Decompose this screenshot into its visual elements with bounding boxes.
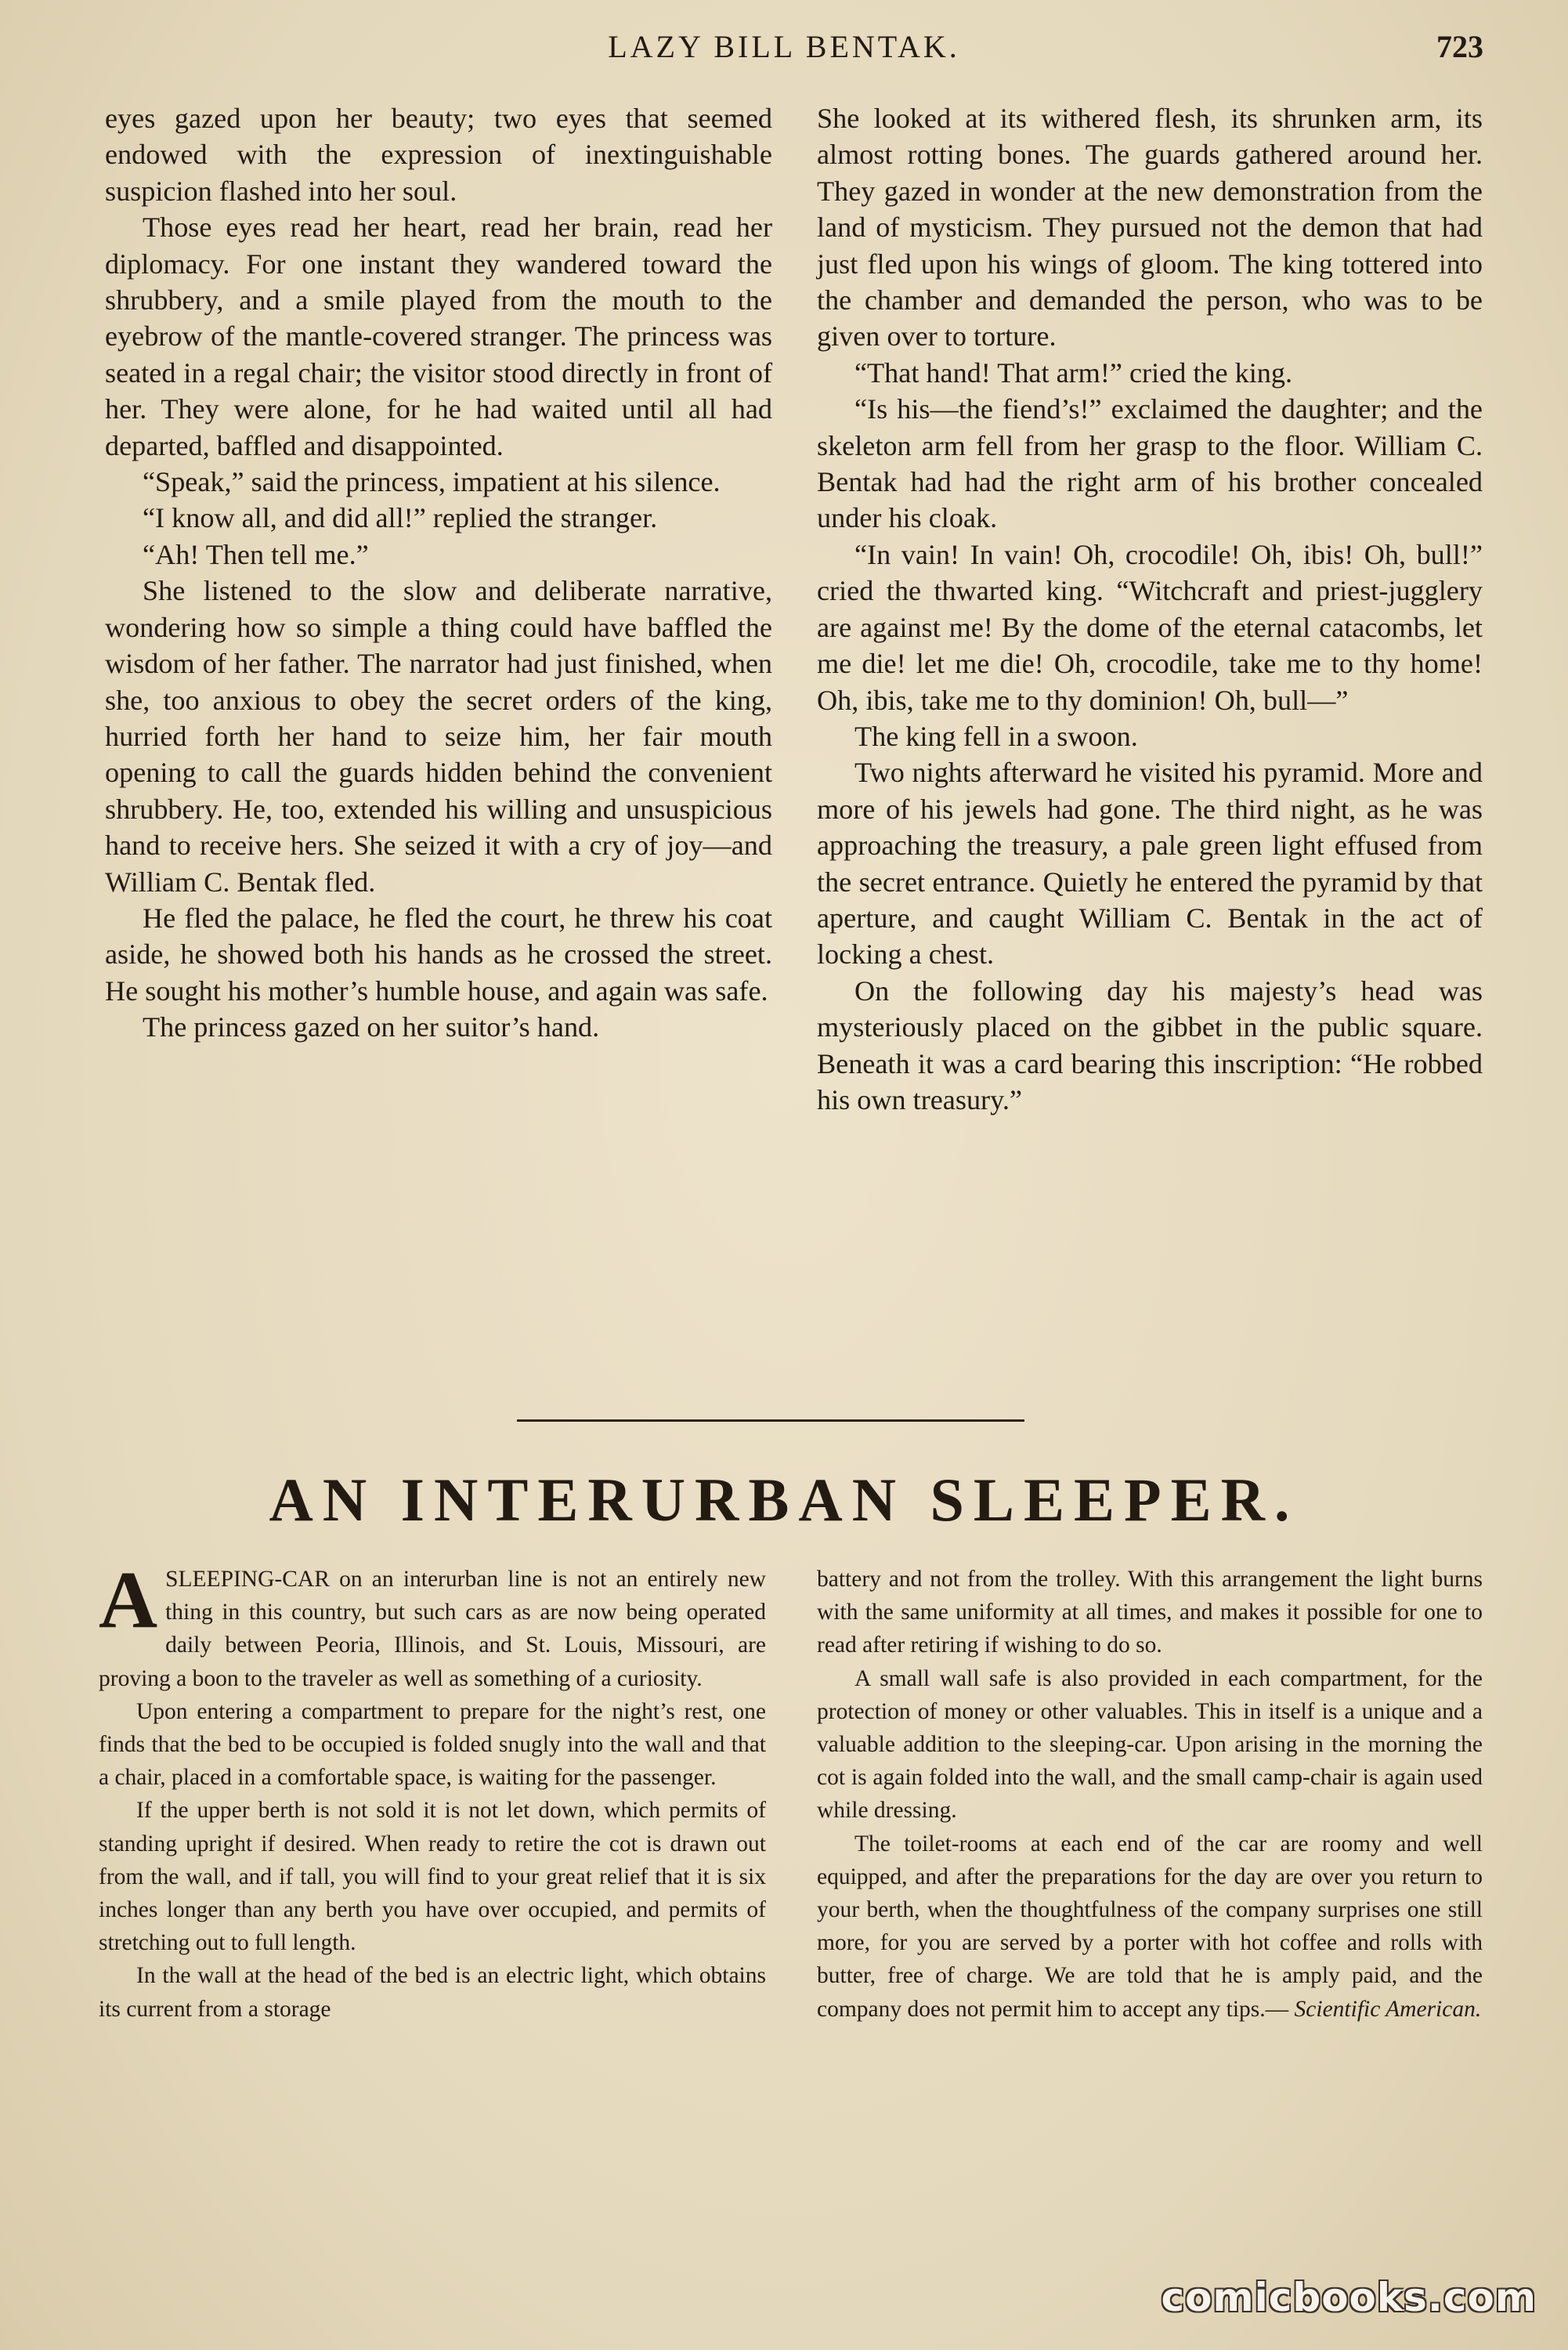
article-paragraph: Upon entering a compartment to prepare for the night’s rest, one finds that the bed to be occupied is folded snugly into the wall and that a chair, placed in a comfortable space, is waiting for the passenger. (99, 1698, 766, 1791)
story-paragraph: He fled the palace, he fled the court, he threw his coat aside, he showed both his hands as he crossed the street. He sought his mother’s humble house, and again was safe. (105, 902, 772, 1007)
page-number: 723 (1436, 29, 1483, 64)
running-title: LAZY BILL BENTAK. (608, 29, 960, 64)
article-paragraph: A small wall safe is also provided in each compartment, for the protection of money or other valuables. This in itself is a unique and a valuable addition to the sleeping-car. Upon arising in the morning the cot is again folded into the wall, and the small camp-chair is again used while dressing. (817, 1665, 1483, 1824)
article-column-left (99, 1555, 766, 2026)
article-source: Scientific American. (1294, 1996, 1482, 2022)
story-paragraph: eyes gazed upon her beauty; two eyes that seemed endowed with the expression of inextinguishable suspicion flashed into her soul. (105, 103, 772, 207)
article-lead-text: SLEEPING-CAR on an interurban line is not an entirely new thing in this country, but such cars as are now being operated daily between Peoria, Illinois, and St. Louis, Missouri, are proving a boon to the traveler as well as something of a curiosity. (99, 1567, 766, 1691)
article-column-right (817, 1563, 1483, 2026)
story-paragraph: The princess gazed on her suitor’s hand. (143, 1011, 600, 1043)
article-final-text: The toilet-rooms at each end of the car are roomy and well equipped, and after the preparations for the day are over you return to your berth, when the thoughtfulness of the company surprises one still more, for you are served by a porter with hot coffee and rolls with butter, free of charge. We are told that he is amply paid, and the company does not permit him to accept any tips.— (817, 1831, 1483, 2022)
story-paragraph: Those eyes read her heart, read her brain, read her diplomacy. For one instant they wandered toward the shrubbery, and a smile played from the mouth to the eyebrow of the mantle-covered stranger. The princess was seated in a regal chair; the visitor stood directly in front of her. They were alone, for he had waited until all had departed, baffled and disappointed. (105, 212, 772, 461)
story-paragraph: Two nights afterward he visited his pyramid. More and more of his jewels had gone. The third night, as he was approaching the treasury, a pale green light effused from the secret entrance. Quietly he entered the pyramid by that aperture, and caught William C. Bentak in the act of locking a chest. (817, 757, 1483, 971)
article-paragraph: If the upper berth is not sold it is not let down, which permits of standing upright if desired. When ready to retire the cot is drawn out from the wall, and if tall, you will find to your great relief that it is six inches longer than any berth you have over occupied, and permits of stretching out to full length. (99, 1798, 766, 1956)
story-paragraph: “Speak,” said the princess, impatient at his silence. (143, 466, 721, 498)
drop-cap: A (99, 1555, 158, 1645)
story-paragraph: “I know all, and did all!” replied the stranger. (143, 502, 658, 534)
story-column-right (817, 100, 1483, 1118)
site-watermark: comicbooks.com (1161, 2275, 1537, 2320)
story-paragraph: “Ah! Then tell me.” (143, 538, 369, 570)
article-paragraph: battery and not from the trolley. With this arrangement the light burns with the same uniformity at all times, and makes it possible for one to read after retiring if wishing to do so. (817, 1567, 1483, 1658)
section-divider (517, 1419, 1024, 1422)
article-paragraph-final (817, 1828, 1483, 2026)
story-paragraph: On the following day his majesty’s head was mysteriously placed on the gibbet in the public square. Beneath it was a card bearing this inscription: “He robbed his own treasury.” (817, 974, 1483, 1115)
story-paragraph: She listened to the slow and deliberate narrative, wondering how so simple a thing could have baffled the wisdom of her father. The narrator had just finished, when she, too anxious to obey the secret orders of the king, hurried forth her hand to seize him, her fair mouth opening to call the guards hidden behind the convenient shrubbery. He, too, extended his willing and unsuspicious hand to receive hers. She seized it with a cry of joy—and William C. Bentak fled. (105, 575, 772, 898)
story-paragraph: The king fell in a swoon. (854, 720, 1138, 752)
story-column-left (105, 100, 772, 1046)
article-title: AN INTERURBAN SLEEPER. (269, 1466, 1299, 1534)
article-paragraph: In the wall at the head of the bed is an electric light, which obtains its current from a storage (99, 1963, 766, 2022)
story-paragraph: “In vain! In vain! Oh, crocodile! Oh, ibis! Oh, bull!” cried the thwarted king. “Witchcraft and priest-jugglery are against me! By the dome of the eternal catacombs, let me die! let me die! Oh, crocodile, take me to thy home! Oh, ibis, take me to thy dominion! Oh, bull—” (817, 538, 1483, 716)
story-paragraph: “Is his—the fiend’s!” exclaimed the daughter; and the skeleton arm fell from her grasp to the floor. William C. Bentak had had the right arm of his brother concealed under his cloak. (817, 393, 1483, 534)
article-first-paragraph (99, 1555, 766, 1695)
story-paragraph: She looked at its withered flesh, its shrunken arm, its almost rotting bones. The guards gathered around her. They gazed in wonder at the new demonstration from the land of mysticism. They pursued not the demon that had just fled upon his wings of gloom. The king tottered into the chamber and demanded the person, who was to be given over to torture. (817, 103, 1483, 352)
story-paragraph: “That hand! That arm!” cried the king. (854, 356, 1292, 389)
